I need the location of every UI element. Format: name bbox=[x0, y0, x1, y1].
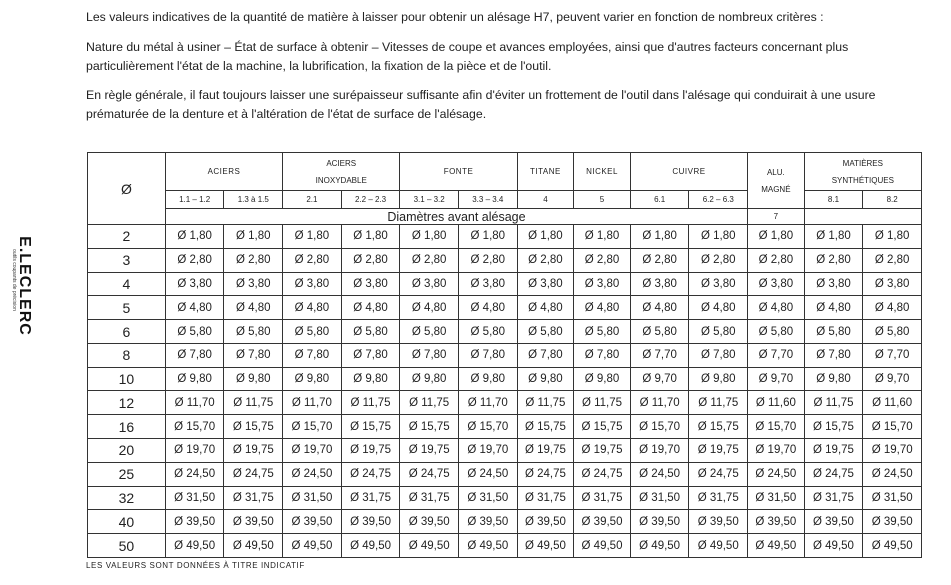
pre-reaming-diameter-cell: Ø 4,80 bbox=[458, 296, 517, 320]
pre-reaming-diameter-cell: Ø 2,80 bbox=[804, 248, 863, 272]
pre-reaming-diameter-cell: Ø 31,50 bbox=[630, 486, 689, 510]
pre-reaming-diameter-cell: Ø 2,80 bbox=[283, 248, 342, 272]
pre-reaming-diameter-cell: Ø 5,80 bbox=[574, 320, 631, 344]
pre-reaming-diameter-cell: Ø 39,50 bbox=[630, 510, 689, 534]
pre-reaming-diameter-cell: Ø 11,70 bbox=[630, 391, 689, 415]
group-header: NICKEL bbox=[574, 153, 631, 191]
footer-note: LES VALEURS SONT DONNÉES À TITRE INDICATIF bbox=[86, 561, 305, 570]
pre-reaming-diameter-cell: Ø 24,50 bbox=[458, 462, 517, 486]
pre-reaming-diameter-cell: Ø 39,50 bbox=[165, 510, 224, 534]
table-row bbox=[88, 439, 922, 463]
pre-reaming-diameter-cell: Ø 11,70 bbox=[283, 391, 342, 415]
pre-reaming-diameter-cell: Ø 1,80 bbox=[165, 225, 224, 249]
pre-reaming-diameter-cell: Ø 39,50 bbox=[341, 510, 400, 534]
pre-reaming-diameter-cell: Ø 24,50 bbox=[748, 462, 805, 486]
pre-reaming-diameter-cell: Ø 39,50 bbox=[400, 510, 459, 534]
pre-reaming-diameter-cell: Ø 7,80 bbox=[458, 343, 517, 367]
pre-reaming-diameter-cell: Ø 31,50 bbox=[165, 486, 224, 510]
pre-reaming-diameter-cell: Ø 11,75 bbox=[224, 391, 283, 415]
pre-reaming-diameter-cell: Ø 4,80 bbox=[283, 296, 342, 320]
pre-reaming-diameter-cell: Ø 31,50 bbox=[458, 486, 517, 510]
pre-reaming-diameter-cell: Ø 4,80 bbox=[574, 296, 631, 320]
diameter-label: 20 bbox=[88, 439, 166, 463]
pre-reaming-diameter-cell: Ø 1,80 bbox=[283, 225, 342, 249]
pre-reaming-diameter-cell: Ø 24,50 bbox=[863, 462, 922, 486]
pre-reaming-diameter-cell: Ø 3,80 bbox=[574, 272, 631, 296]
reaming-allowance-table bbox=[87, 152, 922, 558]
pre-reaming-diameter-cell: Ø 39,50 bbox=[863, 510, 922, 534]
pre-reaming-diameter-cell: Ø 15,75 bbox=[224, 415, 283, 439]
pre-reaming-diameter-cell: Ø 19,75 bbox=[224, 439, 283, 463]
pre-reaming-diameter-cell: Ø 15,70 bbox=[283, 415, 342, 439]
pre-reaming-diameter-cell: Ø 49,50 bbox=[400, 534, 459, 558]
group-header-line: SYNTHÉTIQUES bbox=[831, 175, 894, 185]
pre-reaming-diameter-cell: Ø 3,80 bbox=[165, 272, 224, 296]
pre-reaming-diameter-cell: Ø 31,75 bbox=[517, 486, 574, 510]
pre-reaming-diameter-cell: Ø 15,70 bbox=[748, 415, 805, 439]
pre-reaming-diameter-cell: Ø 39,50 bbox=[517, 510, 574, 534]
pre-reaming-diameter-cell: Ø 4,80 bbox=[400, 296, 459, 320]
pre-reaming-diameter-cell: Ø 4,80 bbox=[630, 296, 689, 320]
pre-reaming-diameter-cell: Ø 15,75 bbox=[400, 415, 459, 439]
pre-reaming-diameter-cell: Ø 19,75 bbox=[517, 439, 574, 463]
pre-reaming-diameter-cell: Ø 2,80 bbox=[400, 248, 459, 272]
pre-reaming-diameter-cell: Ø 49,50 bbox=[165, 534, 224, 558]
pre-reaming-diameter-cell: Ø 3,80 bbox=[400, 272, 459, 296]
material-code: 1.1 – 1.2 bbox=[165, 191, 224, 209]
brand-tagline: outils coupants de précision bbox=[11, 249, 17, 311]
pre-reaming-diameter-cell: Ø 9,80 bbox=[458, 367, 517, 391]
pre-reaming-diameter-cell: Ø 7,80 bbox=[400, 343, 459, 367]
pre-reaming-diameter-cell: Ø 9,80 bbox=[224, 367, 283, 391]
brand-name: E.LECLERC bbox=[16, 236, 33, 336]
diameter-label: 3 bbox=[88, 248, 166, 272]
pre-reaming-diameter-cell: Ø 7,80 bbox=[574, 343, 631, 367]
intro-paragraph: Les valeurs indicatives de la quantité de matière à laisser pour obtenir un alésage H7, peuvent varier en fonction de nombreux critères : bbox=[86, 10, 824, 24]
pre-reaming-diameter-cell: Ø 7,80 bbox=[165, 343, 224, 367]
pre-reaming-diameter-cell: Ø 11,60 bbox=[748, 391, 805, 415]
pre-reaming-diameter-cell: Ø 9,80 bbox=[517, 367, 574, 391]
diameter-label: 50 bbox=[88, 534, 166, 558]
pre-reaming-diameter-cell: Ø 49,50 bbox=[224, 534, 283, 558]
pre-reaming-diameter-cell: Ø 5,80 bbox=[748, 320, 805, 344]
material-code: 8.1 bbox=[804, 191, 863, 209]
pre-reaming-diameter-cell: Ø 1,80 bbox=[517, 225, 574, 249]
pre-reaming-diameter-cell: Ø 24,50 bbox=[165, 462, 224, 486]
material-code: 6.1 bbox=[630, 191, 689, 209]
group-header: FONTE bbox=[400, 153, 517, 191]
pre-reaming-diameter-cell: Ø 24,75 bbox=[574, 462, 631, 486]
pre-reaming-diameter-cell: Ø 3,80 bbox=[224, 272, 283, 296]
diameter-label: 25 bbox=[88, 462, 166, 486]
group-header-line: ACIERS bbox=[326, 158, 357, 168]
pre-reaming-diameter-cell: Ø 24,75 bbox=[517, 462, 574, 486]
pre-reaming-diameter-cell: Ø 4,80 bbox=[689, 296, 748, 320]
pre-reaming-diameter-cell: Ø 3,80 bbox=[341, 272, 400, 296]
pre-reaming-diameter-cell: Ø 19,75 bbox=[574, 439, 631, 463]
material-code: 7 bbox=[748, 209, 805, 225]
table-row bbox=[88, 343, 922, 367]
pre-reaming-diameter-cell: Ø 39,50 bbox=[224, 510, 283, 534]
material-code: 6.2 – 6.3 bbox=[689, 191, 748, 209]
table-row bbox=[88, 486, 922, 510]
pre-reaming-diameter-cell: Ø 5,80 bbox=[165, 320, 224, 344]
pre-reaming-diameter-cell: Ø 5,80 bbox=[630, 320, 689, 344]
group-header-line: INOXYDABLE bbox=[315, 175, 367, 185]
pre-reaming-diameter-cell: Ø 3,80 bbox=[517, 272, 574, 296]
pre-reaming-diameter-cell: Ø 24,75 bbox=[804, 462, 863, 486]
pre-reaming-diameter-cell: Ø 1,80 bbox=[804, 225, 863, 249]
pre-reaming-diameter-cell: Ø 2,80 bbox=[748, 248, 805, 272]
table-row bbox=[88, 415, 922, 439]
pre-reaming-diameter-cell: Ø 15,70 bbox=[863, 415, 922, 439]
diameter-label: 6 bbox=[88, 320, 166, 344]
pre-reaming-diameter-cell: Ø 2,80 bbox=[165, 248, 224, 272]
pre-reaming-diameter-cell: Ø 7,80 bbox=[341, 343, 400, 367]
pre-reaming-diameter-cell: Ø 3,80 bbox=[804, 272, 863, 296]
pre-reaming-diameter-cell: Ø 11,75 bbox=[804, 391, 863, 415]
pre-reaming-diameter-cell: Ø 2,80 bbox=[863, 248, 922, 272]
pre-reaming-diameters-label: Diamètres avant alésage bbox=[165, 209, 747, 225]
material-code: 8.2 bbox=[863, 191, 922, 209]
pre-reaming-diameter-cell: Ø 5,80 bbox=[341, 320, 400, 344]
pre-reaming-diameter-cell: Ø 9,80 bbox=[689, 367, 748, 391]
pre-reaming-diameter-cell: Ø 15,70 bbox=[458, 415, 517, 439]
pre-reaming-diameter-cell: Ø 2,80 bbox=[574, 248, 631, 272]
pre-reaming-diameter-cell: Ø 39,50 bbox=[748, 510, 805, 534]
pre-reaming-diameter-cell: Ø 15,70 bbox=[165, 415, 224, 439]
table-row bbox=[88, 391, 922, 415]
pre-reaming-diameter-cell: Ø 24,75 bbox=[689, 462, 748, 486]
brand-logo bbox=[8, 225, 40, 355]
pre-reaming-diameter-cell: Ø 1,80 bbox=[458, 225, 517, 249]
table-row bbox=[88, 296, 922, 320]
pre-reaming-diameter-cell: Ø 9,70 bbox=[748, 367, 805, 391]
pre-reaming-diameter-cell: Ø 4,80 bbox=[165, 296, 224, 320]
pre-reaming-diameter-cell: Ø 1,80 bbox=[630, 225, 689, 249]
pre-reaming-diameter-cell: Ø 5,80 bbox=[224, 320, 283, 344]
pre-reaming-diameter-cell: Ø 7,80 bbox=[283, 343, 342, 367]
pre-reaming-diameter-cell: Ø 19,75 bbox=[341, 439, 400, 463]
pre-reaming-diameter-cell: Ø 7,70 bbox=[748, 343, 805, 367]
pre-reaming-diameter-cell: Ø 39,50 bbox=[458, 510, 517, 534]
pre-reaming-diameter-cell: Ø 5,80 bbox=[804, 320, 863, 344]
material-code: 1.3 à 1.5 bbox=[224, 191, 283, 209]
pre-reaming-diameter-cell: Ø 19,75 bbox=[400, 439, 459, 463]
table-row bbox=[88, 462, 922, 486]
pre-reaming-diameter-cell: Ø 39,50 bbox=[804, 510, 863, 534]
pre-reaming-diameter-cell: Ø 5,80 bbox=[283, 320, 342, 344]
group-header bbox=[283, 153, 400, 191]
pre-reaming-diameter-cell: Ø 4,80 bbox=[804, 296, 863, 320]
pre-reaming-diameter-cell: Ø 39,50 bbox=[689, 510, 748, 534]
pre-reaming-diameter-cell: Ø 2,80 bbox=[689, 248, 748, 272]
pre-reaming-diameter-cell: Ø 31,50 bbox=[283, 486, 342, 510]
material-code: 3.3 – 3.4 bbox=[458, 191, 517, 209]
pre-reaming-diameter-cell: Ø 1,80 bbox=[341, 225, 400, 249]
pre-reaming-diameter-cell: Ø 5,80 bbox=[517, 320, 574, 344]
diameter-label: 32 bbox=[88, 486, 166, 510]
pre-reaming-diameter-cell: Ø 1,80 bbox=[748, 225, 805, 249]
group-header bbox=[748, 153, 805, 209]
pre-reaming-diameter-cell: Ø 19,70 bbox=[863, 439, 922, 463]
pre-reaming-diameter-cell: Ø 1,80 bbox=[863, 225, 922, 249]
diameter-label: 40 bbox=[88, 510, 166, 534]
table-body bbox=[88, 225, 922, 558]
pre-reaming-diameter-cell: Ø 49,50 bbox=[804, 534, 863, 558]
pre-reaming-diameter-cell: Ø 2,80 bbox=[224, 248, 283, 272]
pre-reaming-diameter-cell: Ø 31,75 bbox=[689, 486, 748, 510]
diameter-label: 2 bbox=[88, 225, 166, 249]
pre-reaming-diameter-cell: Ø 19,70 bbox=[630, 439, 689, 463]
pre-reaming-diameter-cell: Ø 7,70 bbox=[630, 343, 689, 367]
pre-reaming-diameter-cell: Ø 49,50 bbox=[341, 534, 400, 558]
pre-reaming-diameter-cell: Ø 1,80 bbox=[400, 225, 459, 249]
material-code: 5 bbox=[574, 191, 631, 209]
pre-reaming-diameter-cell: Ø 49,50 bbox=[517, 534, 574, 558]
material-code: 4 bbox=[517, 191, 574, 209]
pre-reaming-diameter-cell: Ø 15,75 bbox=[574, 415, 631, 439]
pre-reaming-diameter-cell: Ø 31,75 bbox=[574, 486, 631, 510]
pre-reaming-diameter-cell: Ø 31,75 bbox=[224, 486, 283, 510]
pre-reaming-diameter-cell: Ø 4,80 bbox=[863, 296, 922, 320]
diameter-label: 8 bbox=[88, 343, 166, 367]
pre-reaming-diameter-cell: Ø 11,75 bbox=[689, 391, 748, 415]
criteria-paragraph: Nature du métal à usiner – État de surface à obtenir – Vitesses de coupe et avances employées, ainsi que d'autres facteurs concernant plus particulièrement l'état de la machine, la lubrification, la fixation de la pièce et de l'outil. bbox=[86, 40, 849, 73]
pre-reaming-diameter-cell: Ø 9,70 bbox=[630, 367, 689, 391]
pre-reaming-diameter-cell: Ø 9,70 bbox=[863, 367, 922, 391]
pre-reaming-diameter-cell: Ø 15,75 bbox=[689, 415, 748, 439]
pre-reaming-diameter-cell: Ø 11,75 bbox=[400, 391, 459, 415]
pre-reaming-diameter-cell: Ø 24,75 bbox=[400, 462, 459, 486]
pre-reaming-diameter-cell: Ø 39,50 bbox=[574, 510, 631, 534]
pre-reaming-diameter-cell: Ø 24,50 bbox=[630, 462, 689, 486]
table-row bbox=[88, 248, 922, 272]
pre-reaming-diameter-cell: Ø 5,80 bbox=[458, 320, 517, 344]
pre-reaming-diameter-cell: Ø 3,80 bbox=[283, 272, 342, 296]
pre-reaming-diameter-cell: Ø 1,80 bbox=[224, 225, 283, 249]
pre-reaming-diameter-cell: Ø 15,70 bbox=[630, 415, 689, 439]
table-row bbox=[88, 225, 922, 249]
pre-reaming-diameter-cell: Ø 7,80 bbox=[517, 343, 574, 367]
pre-reaming-diameter-cell: Ø 7,70 bbox=[863, 343, 922, 367]
pre-reaming-diameter-cell: Ø 24,75 bbox=[341, 462, 400, 486]
group-header bbox=[804, 153, 921, 191]
pre-reaming-diameter-cell: Ø 15,75 bbox=[804, 415, 863, 439]
table-row bbox=[88, 272, 922, 296]
table-row bbox=[88, 510, 922, 534]
pre-reaming-diameter-cell: Ø 31,50 bbox=[748, 486, 805, 510]
group-header-line: MAGNÉ bbox=[761, 184, 791, 194]
pre-reaming-diameter-cell: Ø 4,80 bbox=[341, 296, 400, 320]
pre-reaming-diameter-cell: Ø 3,80 bbox=[630, 272, 689, 296]
pre-reaming-diameter-cell: Ø 2,80 bbox=[630, 248, 689, 272]
pre-reaming-diameter-cell: Ø 49,50 bbox=[283, 534, 342, 558]
pre-reaming-diameter-cell: Ø 19,75 bbox=[804, 439, 863, 463]
pre-reaming-diameter-cell: Ø 49,50 bbox=[748, 534, 805, 558]
pre-reaming-diameter-cell: Ø 3,80 bbox=[863, 272, 922, 296]
pre-reaming-diameter-cell: Ø 11,60 bbox=[863, 391, 922, 415]
material-code: 2.2 – 2.3 bbox=[341, 191, 400, 209]
diameter-label: 4 bbox=[88, 272, 166, 296]
pre-reaming-diameter-cell: Ø 3,80 bbox=[748, 272, 805, 296]
table-row bbox=[88, 320, 922, 344]
pre-reaming-diameter-cell: Ø 2,80 bbox=[458, 248, 517, 272]
pre-reaming-diameter-cell: Ø 4,80 bbox=[517, 296, 574, 320]
pre-reaming-diameter-cell: Ø 15,75 bbox=[517, 415, 574, 439]
pre-reaming-diameter-cell: Ø 11,75 bbox=[517, 391, 574, 415]
pre-reaming-diameter-cell: Ø 7,80 bbox=[804, 343, 863, 367]
pre-reaming-diameter-cell: Ø 2,80 bbox=[341, 248, 400, 272]
pre-reaming-diameter-cell: Ø 4,80 bbox=[224, 296, 283, 320]
pre-reaming-diameter-cell: Ø 9,80 bbox=[400, 367, 459, 391]
pre-reaming-diameter-cell: Ø 49,50 bbox=[458, 534, 517, 558]
pre-reaming-diameter-cell: Ø 49,50 bbox=[689, 534, 748, 558]
pre-reaming-diameter-cell: Ø 31,75 bbox=[804, 486, 863, 510]
material-group-row bbox=[88, 153, 922, 191]
group-header-line: MATIÈRES bbox=[842, 158, 883, 168]
diameter-label: 5 bbox=[88, 296, 166, 320]
pre-reaming-diameter-cell: Ø 19,70 bbox=[165, 439, 224, 463]
pre-reaming-diameter-cell: Ø 19,70 bbox=[748, 439, 805, 463]
pre-reaming-diameter-cell: Ø 11,75 bbox=[341, 391, 400, 415]
pre-reaming-diameter-cell: Ø 3,80 bbox=[458, 272, 517, 296]
pre-reaming-diameter-cell: Ø 19,70 bbox=[458, 439, 517, 463]
pre-reaming-diameter-cell: Ø 11,70 bbox=[165, 391, 224, 415]
pre-reaming-diameter-cell: Ø 24,75 bbox=[224, 462, 283, 486]
material-code: 3.1 – 3.2 bbox=[400, 191, 459, 209]
diameter-label: 10 bbox=[88, 367, 166, 391]
pre-reaming-diameter-cell: Ø 5,80 bbox=[400, 320, 459, 344]
pre-reaming-diameter-cell: Ø 5,80 bbox=[863, 320, 922, 344]
table-row bbox=[88, 367, 922, 391]
pre-reaming-diameter-cell: Ø 9,80 bbox=[574, 367, 631, 391]
diameter-label: 12 bbox=[88, 391, 166, 415]
pre-reaming-diameter-cell: Ø 11,75 bbox=[574, 391, 631, 415]
pre-reaming-diameter-cell: Ø 9,80 bbox=[165, 367, 224, 391]
general-rule-paragraph: En règle générale, il faut toujours laisser une surépaisseur suffisante afin d'éviter un frottement de l'outil dans l'alésage qui conduirait à une usure prématurée de la denture et à l'altération de l'état de surface de l'alésage. bbox=[86, 88, 876, 121]
diameter-label: 16 bbox=[88, 415, 166, 439]
pre-reaming-diameter-cell: Ø 9,80 bbox=[804, 367, 863, 391]
pre-reaming-diameter-cell: Ø 1,80 bbox=[689, 225, 748, 249]
group-header: CUIVRE bbox=[630, 153, 747, 191]
diameter-column-header: Ø bbox=[88, 153, 166, 225]
material-code: 2.1 bbox=[283, 191, 342, 209]
pre-reaming-diameter-cell: Ø 9,80 bbox=[341, 367, 400, 391]
table-row bbox=[88, 534, 922, 558]
pre-reaming-diameter-cell: Ø 9,80 bbox=[283, 367, 342, 391]
pre-reaming-diameter-cell: Ø 49,50 bbox=[630, 534, 689, 558]
group-header-line: ALU. bbox=[766, 167, 785, 177]
pre-reaming-diameter-cell: Ø 5,80 bbox=[689, 320, 748, 344]
pre-reaming-diameter-cell: Ø 15,75 bbox=[341, 415, 400, 439]
group-header: TITANE bbox=[517, 153, 574, 191]
pre-reaming-diameter-cell: Ø 7,80 bbox=[689, 343, 748, 367]
pre-reaming-diameter-cell: Ø 49,50 bbox=[863, 534, 922, 558]
pre-reaming-diameter-cell: Ø 1,80 bbox=[574, 225, 631, 249]
empty-cell bbox=[804, 209, 921, 225]
pre-reaming-diameter-cell: Ø 19,70 bbox=[283, 439, 342, 463]
group-header: ACIERS bbox=[165, 153, 282, 191]
pre-reaming-diameter-cell: Ø 2,80 bbox=[517, 248, 574, 272]
pre-reaming-diameter-cell: Ø 39,50 bbox=[283, 510, 342, 534]
pre-reaming-diameter-cell: Ø 31,50 bbox=[863, 486, 922, 510]
pre-reaming-diameter-cell: Ø 24,50 bbox=[283, 462, 342, 486]
pre-reaming-diameter-cell: Ø 19,75 bbox=[689, 439, 748, 463]
pre-reaming-diameter-cell: Ø 31,75 bbox=[400, 486, 459, 510]
pre-reaming-diameter-cell: Ø 3,80 bbox=[689, 272, 748, 296]
pre-reaming-diameter-cell: Ø 49,50 bbox=[574, 534, 631, 558]
pre-reaming-diameter-cell: Ø 4,80 bbox=[748, 296, 805, 320]
pre-reaming-diameter-cell: Ø 11,70 bbox=[458, 391, 517, 415]
subheader-row bbox=[88, 209, 922, 225]
pre-reaming-diameter-cell: Ø 31,75 bbox=[341, 486, 400, 510]
pre-reaming-diameter-cell: Ø 7,80 bbox=[224, 343, 283, 367]
